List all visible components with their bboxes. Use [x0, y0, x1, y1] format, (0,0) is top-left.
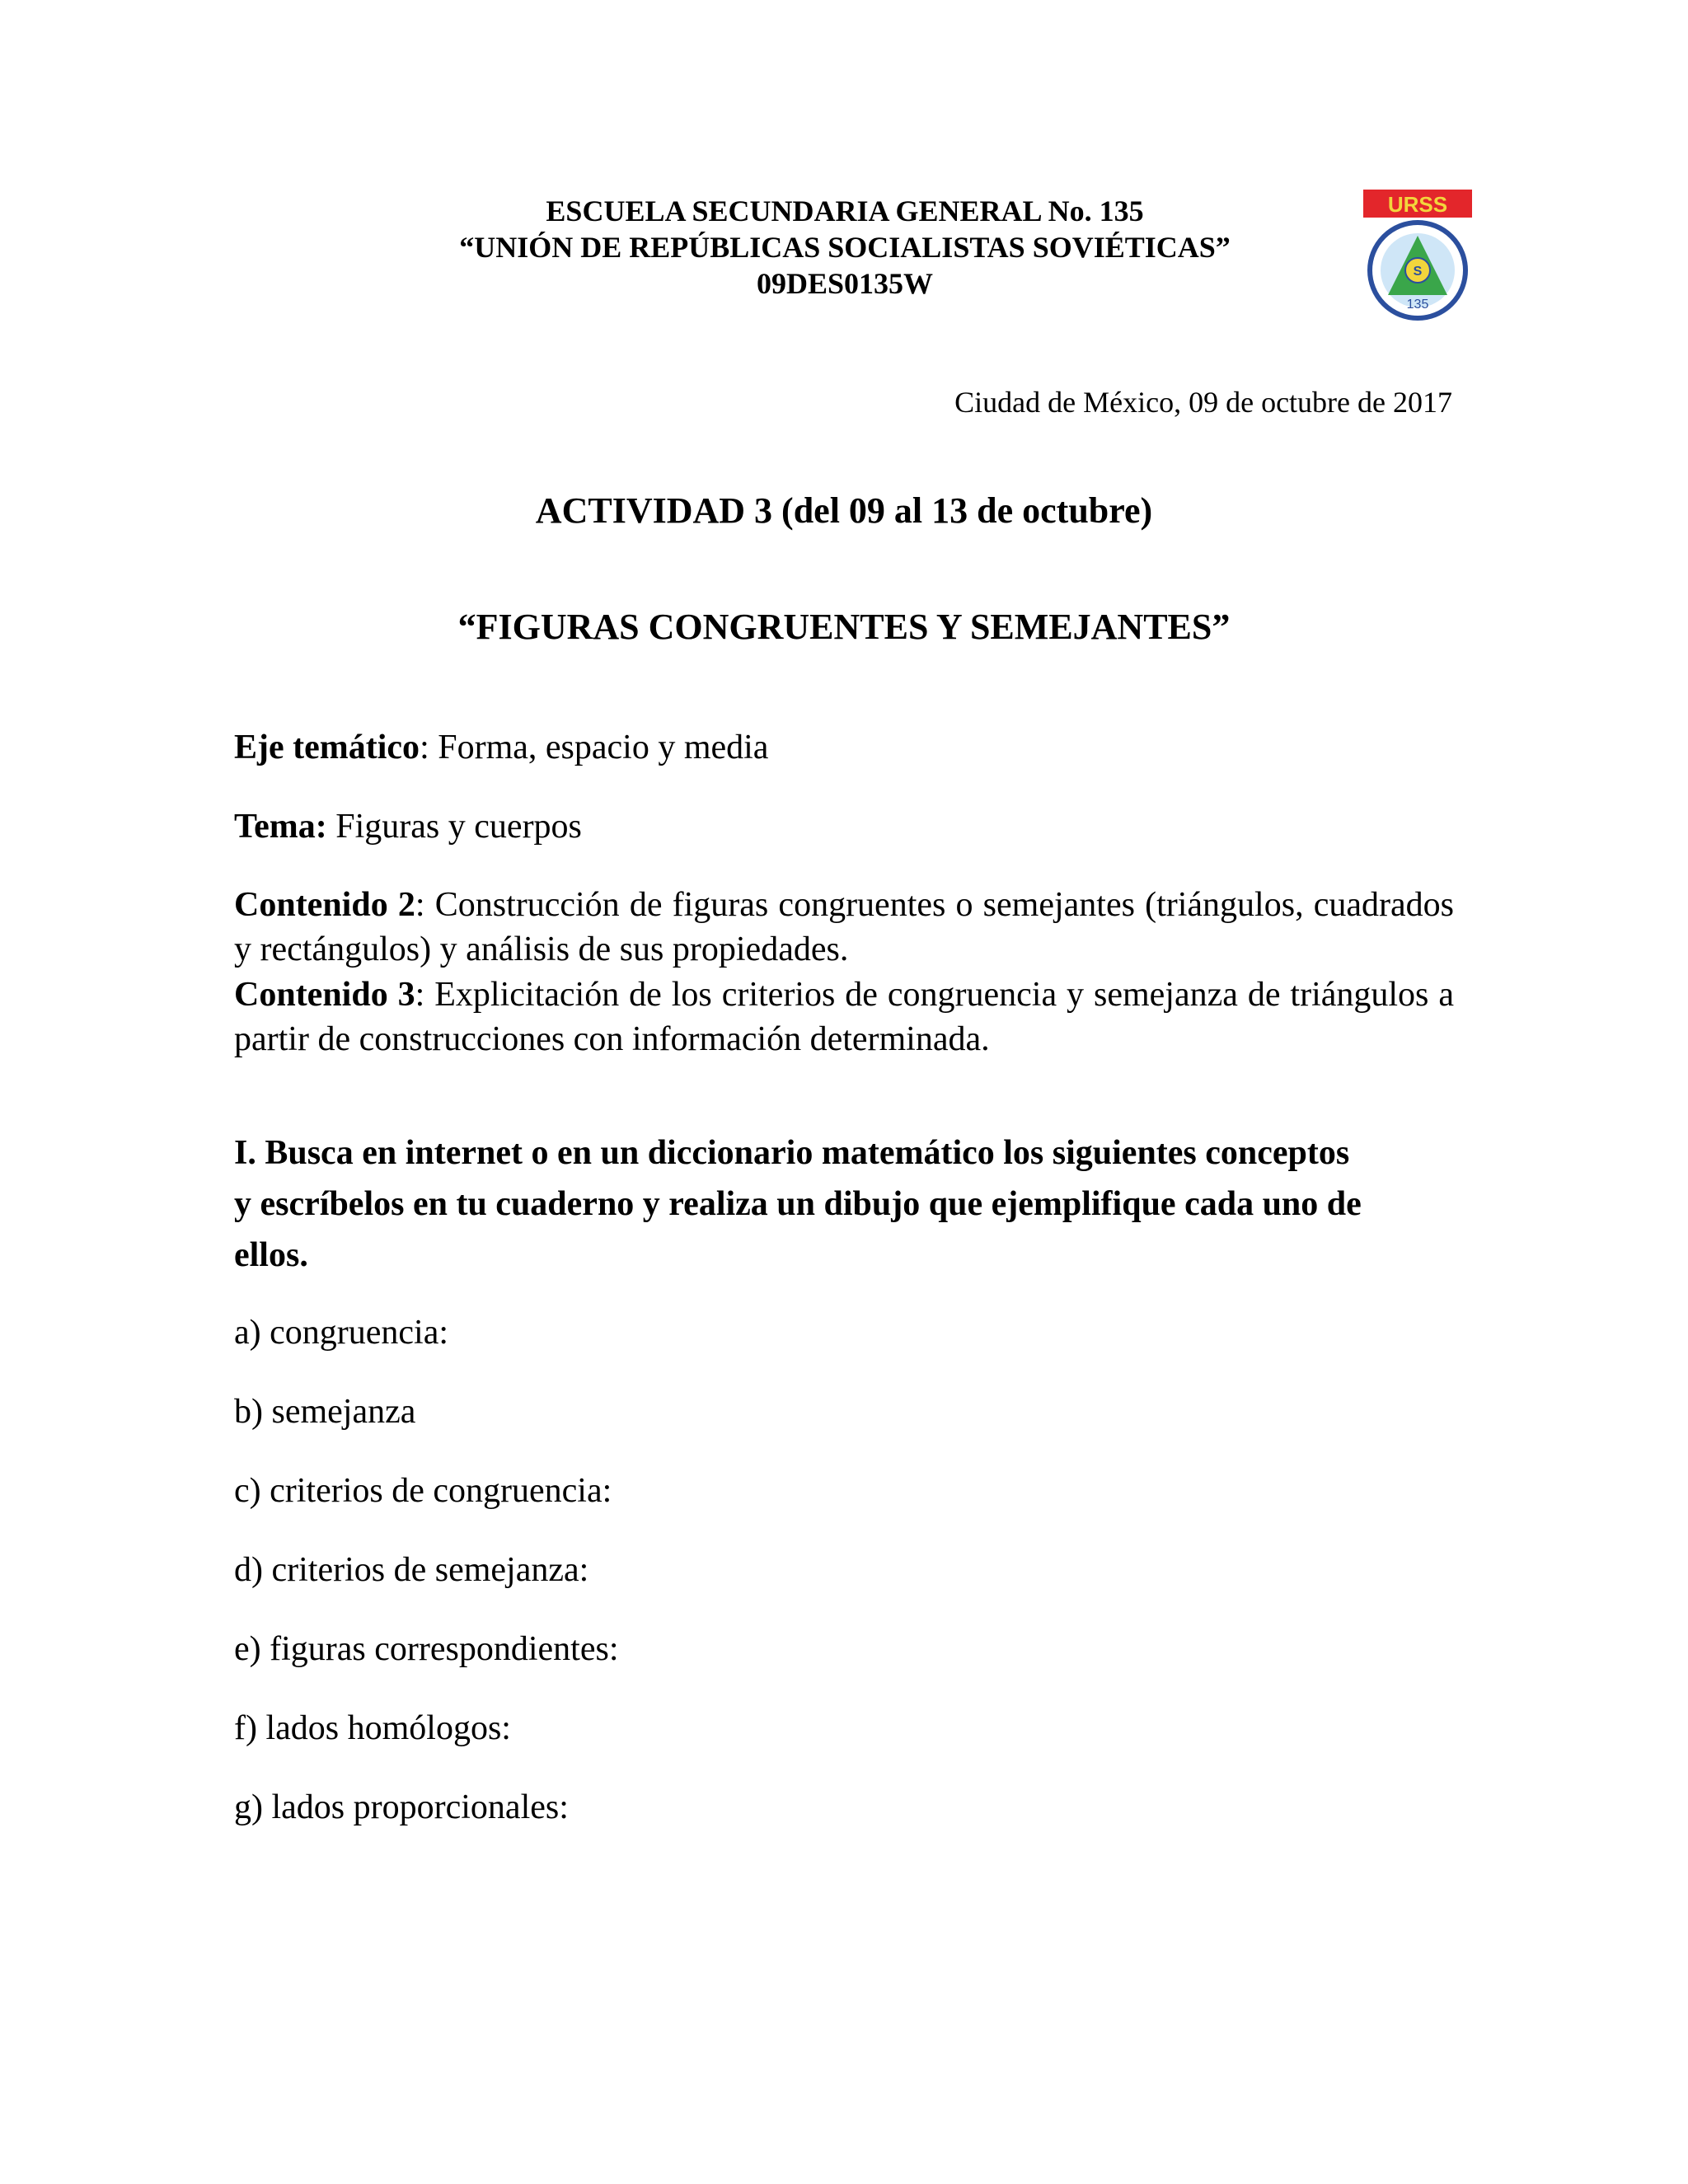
- contenido-3-text: : Explicitación de los criterios de congruencia y semejanza de triángulos a partir de construcciones con información determinada.: [234, 976, 1454, 1058]
- list-item-criterios-congruencia: c) criterios de congruencia:: [234, 1472, 612, 1510]
- contenido-3-label: Contenido 3: [234, 976, 415, 1014]
- contenido-2: [234, 883, 1454, 972]
- eje-text: : Forma, espacio y media: [420, 729, 769, 766]
- contenido-2-label: Contenido 2: [234, 886, 415, 924]
- date-line: Ciudad de México, 09 de octubre de 2017: [954, 386, 1452, 419]
- list-item-figuras-correspondientes: e) figuras correspondientes:: [234, 1630, 619, 1668]
- topic-title: “FIGURAS CONGRUENTES Y SEMEJANTES”: [457, 607, 1231, 647]
- school-name-line: ESCUELA SECUNDARIA GENERAL No. 135: [546, 194, 1144, 227]
- school-official-name: “UNIÓN DE REPÚBLICAS SOCIALISTAS SOVIÉTICAS”: [459, 231, 1231, 264]
- contenido-3: [234, 972, 1454, 1062]
- eje-label: Eje temático: [234, 729, 420, 766]
- tema: [234, 804, 1454, 849]
- list-item-lados-homologos: f) lados homólogos:: [234, 1709, 511, 1747]
- eje-tematico: [234, 725, 1454, 770]
- activity-title: ACTIVIDAD 3 (del 09 al 13 de octubre): [535, 490, 1153, 531]
- contenido-2-text: : Construcción de figuras congruentes o semejantes (triángulos, cuadrados y rectángulos) y análisis de sus propiedades.: [234, 886, 1454, 968]
- list-item-criterios-semejanza: d) criterios de semejanza:: [234, 1551, 589, 1589]
- list-item-semejanza: b) semejanza: [234, 1393, 416, 1431]
- instruction-paragraph: I. Busca en internet o en un diccionario matemático los siguientes conceptos y escríbelos en tu cuaderno y realiza un dibujo que ejemplifique cada uno de ellos.: [234, 1134, 1362, 1274]
- logo-number: 135: [1406, 298, 1429, 312]
- list-item-congruencia: a) congruencia:: [234, 1314, 449, 1352]
- list-item-lados-proporcionales: g) lados proporcionales:: [234, 1788, 569, 1826]
- tema-text: Figuras y cuerpos: [326, 808, 582, 846]
- school-code: 09DES0135W: [756, 267, 934, 300]
- tema-label: Tema:: [234, 808, 327, 846]
- school-logo: [1352, 188, 1484, 323]
- svg-text:S: S: [1413, 265, 1423, 279]
- logo-banner-text: URSS: [1387, 192, 1448, 217]
- school-header: [317, 193, 1372, 302]
